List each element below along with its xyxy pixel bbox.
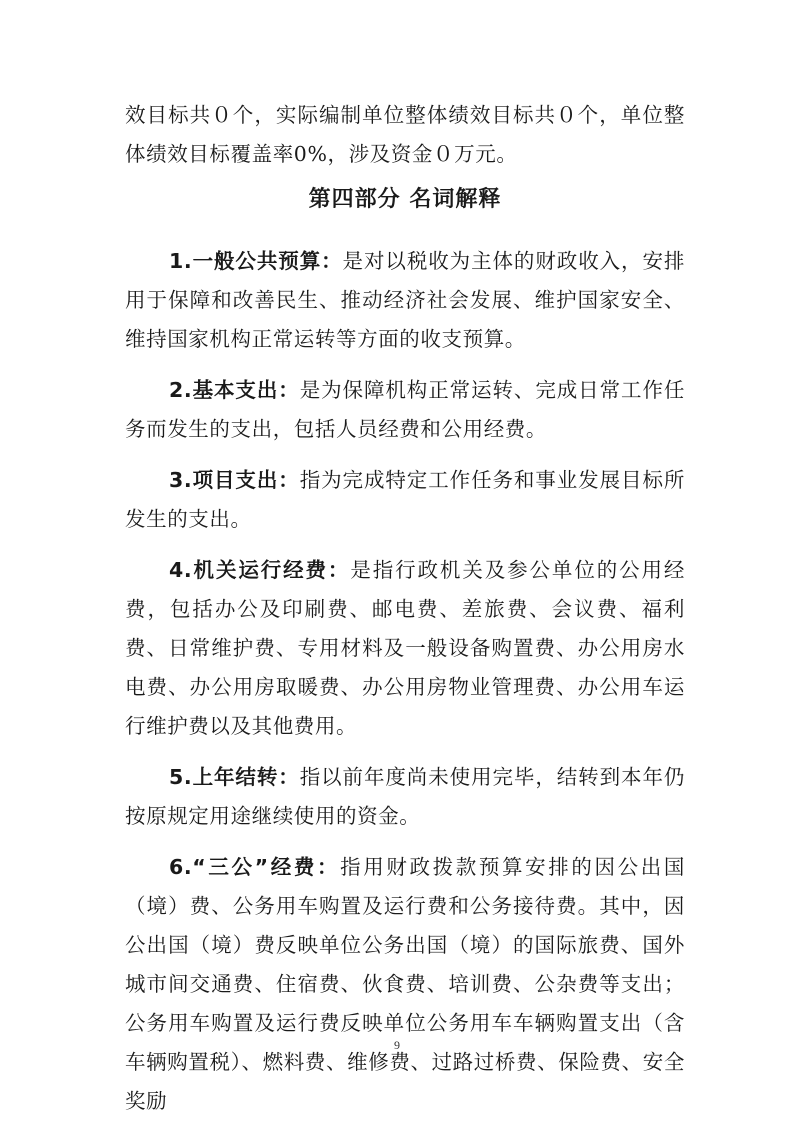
term-label: 6.“三公”经费：	[169, 855, 341, 879]
term-label: 4.机关运行经费：	[169, 558, 351, 582]
term-paragraph-4	[125, 551, 685, 746]
term-definition: 指为完成特定工作任务和事业发展目标所发生的支出。	[125, 468, 685, 531]
term-label: 3.项目支出：	[169, 468, 300, 492]
term-definition: 是对以税收为主体的财政收入，安排用于保障和改善民生、推动经济社会发展、维护国家安全、维持国家机构正常运转等方面的收支预算。	[125, 249, 685, 351]
page-number: 9	[394, 1038, 400, 1052]
section-title: 第四部分 名词解释	[308, 187, 502, 212]
term-label: 2.基本支出：	[169, 378, 300, 402]
term-paragraph-1	[125, 242, 685, 359]
term-definition: 是为保障机构正常运转、完成日常工作任务而发生的支出，包括人员经费和公用经费。	[125, 378, 685, 441]
term-label: 5.上年结转：	[169, 765, 300, 789]
term-definition: 是指行政机关及参公单位的公用经费，包括办公及印刷费、邮电费、差旅费、会议费、福利费、日常维护费、专用材料及一般设备购置费、办公用房水电费、办公用房取暖费、办公用房物业管理费、办公用车运行维护费以及其他费用。	[125, 558, 686, 738]
continuation-paragraph: 效目标共０个，实际编制单位整体绩效目标共０个，单位整体绩效目标覆盖率0%，涉及资金０万元。	[125, 103, 685, 166]
term-paragraph-2	[125, 371, 685, 449]
term-paragraph-5	[125, 758, 685, 836]
term-definition: 指以前年度尚未使用完毕，结转到本年仍按原规定用途继续使用的资金。	[125, 765, 685, 828]
page-content	[125, 96, 685, 1121]
term-definition: 指用财政拨款预算安排的因公出国（境）费、公务用车购置及运行费和公务接待费。其中，因公出国（境）费反映单位公务出国（境）的国际旅费、国外城市间交通费、住宿费、伙食费、培训费、公杂费等支出；公务用车购置及运行费反映单位公务用车车辆购置支出（含车辆购置税）、燃料费、维修费、过路过桥费、保险费、安全奖励	[125, 855, 686, 1113]
term-paragraph-6	[125, 848, 685, 1121]
term-paragraph-3	[125, 461, 685, 539]
term-label: 1.一般公共预算：	[169, 249, 343, 273]
